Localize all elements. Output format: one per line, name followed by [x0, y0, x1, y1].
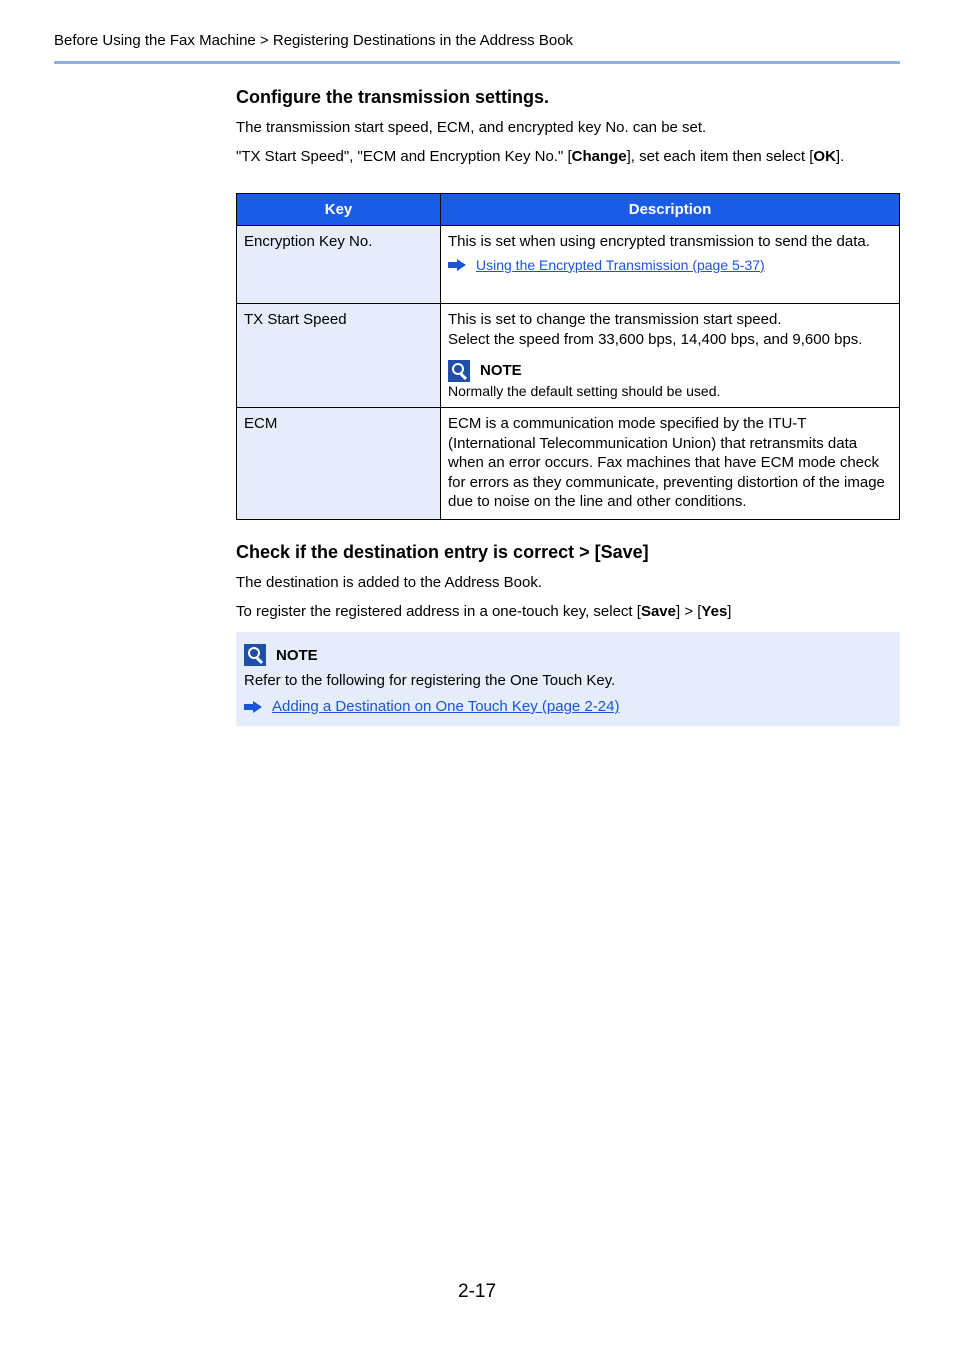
column-header-description: Description	[441, 194, 900, 226]
note-magnifier-icon	[244, 644, 266, 666]
instruction-text: To register the registered address in a one-touch key, select [	[236, 603, 641, 620]
section-text	[236, 603, 731, 620]
note-magnifier-icon	[448, 360, 470, 382]
table-row	[237, 304, 900, 408]
cross-reference	[244, 698, 619, 715]
row-description: ECM is a communication mode specified by the ITU-T (International Telecommunication Union) that retransmits data when an error occurs. Fax machines that have ECM mode check for errors as they communicate, preventing distortion of the image due to noise on the line and other conditions.	[441, 408, 900, 520]
table-row	[237, 226, 900, 304]
table-row	[237, 408, 900, 520]
settings-table	[236, 193, 900, 520]
note-title: NOTE	[480, 362, 522, 380]
column-header-key: Key	[237, 194, 441, 226]
section-heading-transmission-settings: Configure the transmission settings.	[236, 87, 550, 107]
yes-key-label: Yes	[701, 603, 728, 620]
instruction-text: ]	[727, 603, 732, 620]
section-intro: The transmission start speed, ECM, and encrypted key No. can be set.	[236, 119, 707, 136]
table-header-row	[237, 194, 900, 226]
row-key-tx-start-speed: TX Start Speed	[237, 304, 441, 408]
instruction-text: "TX Start Speed", "ECM and Encryption Key No." [	[236, 148, 572, 165]
header-divider	[54, 61, 900, 64]
link-encrypted-transmission[interactable]: Using the Encrypted Transmission (page 5-37)	[476, 256, 765, 273]
breadcrumb: Before Using the Fax Machine > Registering Destinations in the Address Book	[54, 32, 574, 49]
page-number: 2-17	[458, 1281, 497, 1302]
note-text: Refer to the following for registering the One Touch Key.	[244, 672, 616, 689]
arrow-right-icon	[244, 701, 262, 713]
row-key-ecm: ECM	[237, 408, 441, 520]
cross-reference	[448, 256, 892, 276]
row-description	[441, 226, 900, 304]
description-text: This is set when using encrypted transmission to send the data.	[448, 233, 870, 250]
note-header	[244, 644, 318, 666]
section-text: The destination is added to the Address Book.	[236, 574, 543, 591]
instruction-text: ], set each item then select [	[626, 148, 814, 165]
description-text: Select the speed from 33,600 bps, 14,400 bps, and 9,600 bps.	[448, 330, 863, 348]
instruction-text: ] > [	[675, 603, 702, 620]
description-text: This is set to change the transmission start speed.	[448, 311, 782, 328]
note-header	[448, 360, 892, 382]
save-key-label: Save	[640, 603, 676, 620]
instruction-text: ].	[835, 148, 845, 165]
note-title: NOTE	[276, 646, 318, 664]
row-description	[441, 304, 900, 408]
note-box	[236, 632, 900, 726]
section-heading-save: Check if the destination entry is correct > [Save]	[236, 542, 649, 562]
section-instruction	[236, 148, 844, 165]
row-key-encryption: Encryption Key No.	[237, 226, 441, 304]
arrow-right-icon	[448, 259, 466, 271]
link-one-touch-key[interactable]: Adding a Destination on One Touch Key (page 2-24)	[272, 698, 620, 715]
change-key-label: Change	[571, 148, 627, 165]
note-text: Normally the default setting should be used.	[448, 383, 721, 399]
ok-key-label: OK	[813, 148, 836, 165]
